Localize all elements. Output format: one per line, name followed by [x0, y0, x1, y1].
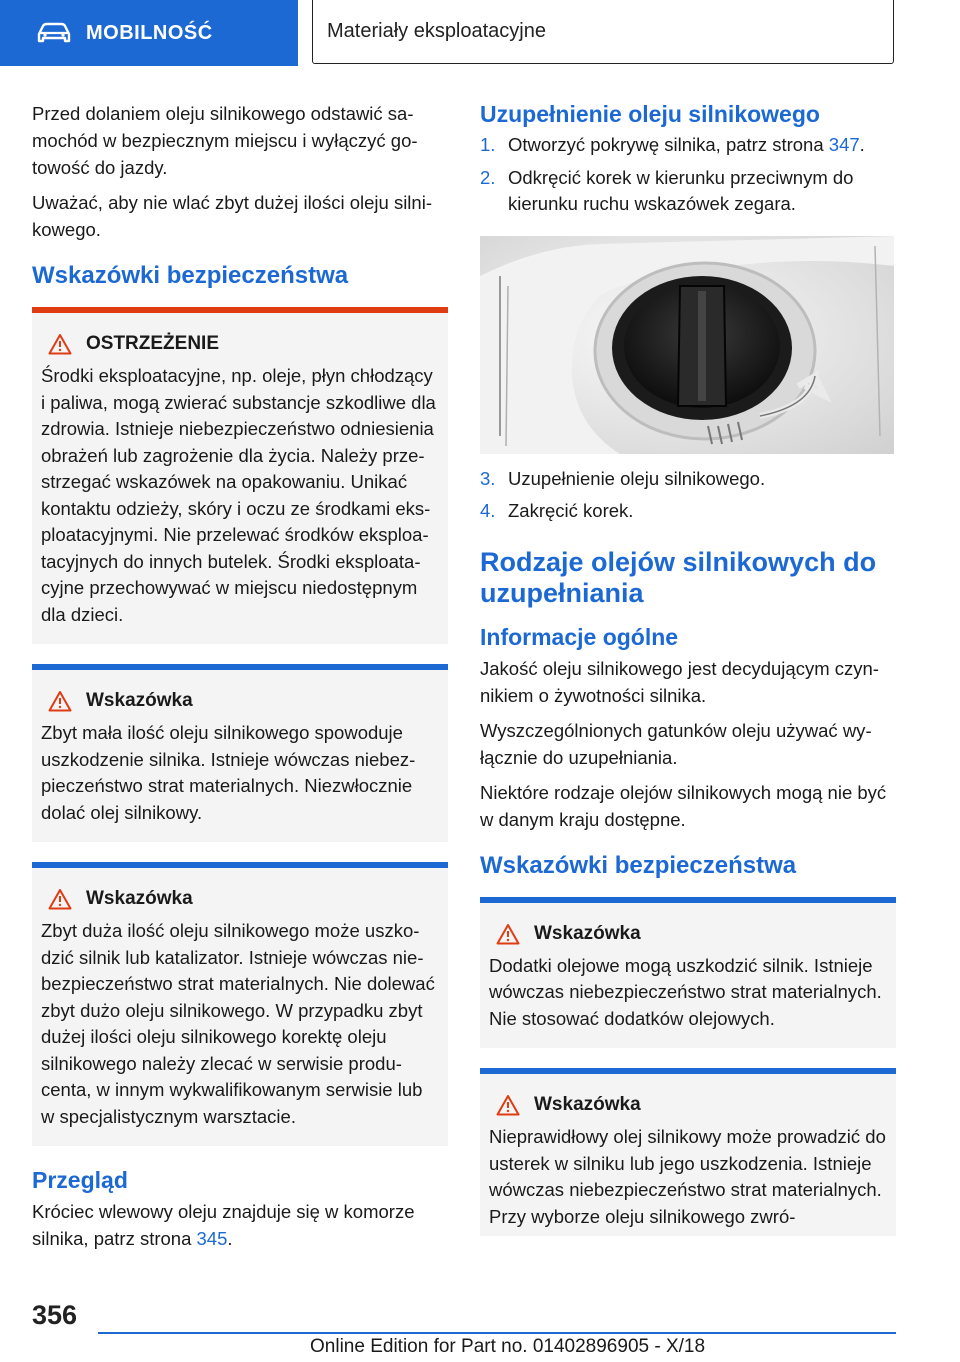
note-box-1: [32, 664, 448, 842]
page-number: 356: [32, 1300, 78, 1330]
list-item: [480, 132, 896, 159]
warning-title: OSTRZEŻENIE: [86, 333, 220, 354]
note-box-3: [480, 897, 896, 1049]
intro-paragraph-1: Przed dolaniem oleju silnikowego odstawić samochód w bezpiecznym miejscu i wyłączyć gotowość do jazdy.: [32, 103, 418, 178]
step-text: [508, 132, 865, 159]
steps-list-b: [480, 466, 896, 525]
chapter-tab[interactable]: [312, 0, 894, 64]
note-box-2: [32, 862, 448, 1146]
section-tab-mobility[interactable]: [0, 0, 298, 66]
steps-list-a: [480, 132, 896, 218]
refill-heading: Uzupełnienie oleju silnikowego: [480, 101, 820, 127]
step-number: 1.: [480, 134, 496, 155]
note-title: Wskazówka: [86, 888, 193, 909]
footer-edition: Online Edition for Part no. 01402896905 - X/18: [310, 1336, 706, 1357]
chapter-label: Materiały eksploatacyjne: [327, 20, 546, 42]
step-text-end: .: [859, 134, 865, 155]
car-icon: [36, 21, 72, 45]
right-column: [480, 100, 896, 1236]
oil-types-heading: Rodzaje olejów silnikowych do uzupełniania: [480, 546, 877, 608]
step-text: Odkręcić korek w kierunku przeciwnym do kierunku ruchu wskazówek zegara.: [508, 166, 854, 214]
warning-box: [32, 307, 448, 644]
list-item: [480, 466, 896, 493]
note-triangle-icon: [496, 1094, 520, 1116]
warning-text: Środki eksploatacyjne, np. oleje, płyn chłodzący i paliwa, mogą zwierać substancje szkodliwe dla zdrowia. Istnieje niebezpieczeństwo odniesienia obrażeń lub zagrożenie dla życia. Należy przestrzegać wskazówek na opakowaniu. Unikać kontaktu odzieży, skóry i oczu ze środkami eksploatacyjnymi. Nie przelewać środków eksploatacyjnych do innych butelek. Środki eksploatacyjne przechowywać w miejscu niedostępnym dla dzieci.: [41, 365, 436, 625]
overview-text: Króciec wlewowy oleju znajduje się w komorze silnika, patrz strona: [32, 1201, 415, 1249]
step-text: Zakręcić korek.: [508, 500, 634, 521]
note-title: Wskazówka: [86, 690, 193, 711]
list-item: [480, 498, 896, 525]
note-box-4: [480, 1068, 896, 1236]
note-text: Nieprawidłowy olej silnikowy może prowadzić do usterek w silniku lub jego uszkodzenia. Istnieje wówczas niebezpieczeństwo strat materialnych. Przy wyborze oleju silnikowego zwró-: [489, 1126, 886, 1227]
step-text: Uzupełnienie oleju silnikowego.: [508, 467, 766, 489]
oil-cap-photo: [480, 236, 894, 454]
footer-divider: [98, 1332, 896, 1334]
overview-end: .: [227, 1228, 233, 1249]
note-triangle-icon: [48, 690, 72, 712]
overview-paragraph: [32, 1198, 448, 1252]
general-paragraph-3: Niektóre rodzaje olejów silnikowych mogą nie być w danym kraju dostępne.: [480, 781, 887, 830]
safety-heading: Wskazówki bezpieczeństwa: [32, 262, 349, 289]
step-text-body: Otworzyć pokrywę silnika, patrz strona: [508, 134, 829, 155]
step-number: 3.: [480, 467, 496, 489]
page-link-345[interactable]: 345: [196, 1228, 228, 1249]
note-title: Wskazówka: [534, 1094, 641, 1115]
general-paragraph-1: Jakość oleju silnikowego jest decydującym czynnikiem o żywotności silnika.: [480, 657, 879, 706]
general-paragraph-2: Wyszczególnionych gatunków oleju używać wyłącznie do uzupełniania.: [480, 719, 872, 768]
note-text: Dodatki olejowe mogą uszkodzić silnik. Istnieje wówczas niebezpieczeństwo strat materialnych. Nie stosować dodatków olejowych.: [489, 954, 882, 1029]
note-triangle-icon: [48, 888, 72, 910]
note-triangle-icon: [496, 923, 520, 945]
intro-paragraph-2: Uważać, aby nie wlać zbyt dużej ilości oleju silnikowego.: [32, 192, 432, 240]
note-text: Zbyt duża ilość oleju silnikowego może uszkodzić silnik lub katalizator. Istnieje wówczas niebezpieczeństwo strat materialnych. Nie dolewać zbyt dużo oleju silnikowego. W przypadku zbyt dużej ilości oleju silnikowego korektę oleju silnikowego należy zlecać w serwisie producenta, w innym wykwalifikowanym serwisie lub w specjalistycznym warsztacie.: [41, 920, 435, 1127]
overview-heading: Przegląd: [32, 1167, 128, 1193]
warning-triangle-icon: [48, 333, 72, 355]
list-item: [480, 165, 896, 218]
step-number: 4.: [480, 500, 496, 521]
note-title: Wskazówka: [534, 922, 641, 944]
general-info-heading: Informacje ogólne: [480, 623, 679, 650]
page-header: [0, 0, 960, 66]
safety-heading: Wskazówki bezpieczeństwa: [480, 851, 797, 879]
section-label: MOBILNOŚĆ: [86, 21, 213, 44]
note-text: Zbyt mała ilość oleju silnikowego spowoduje uszkodzenie silnika. Istnieje wówczas niebezpieczeństwo strat materialnych. Niezwłocznie dolać olej silnikowy.: [41, 722, 416, 823]
step-number: 2.: [480, 166, 496, 188]
left-column: [32, 100, 448, 1260]
page-link-347[interactable]: 347: [828, 134, 860, 155]
